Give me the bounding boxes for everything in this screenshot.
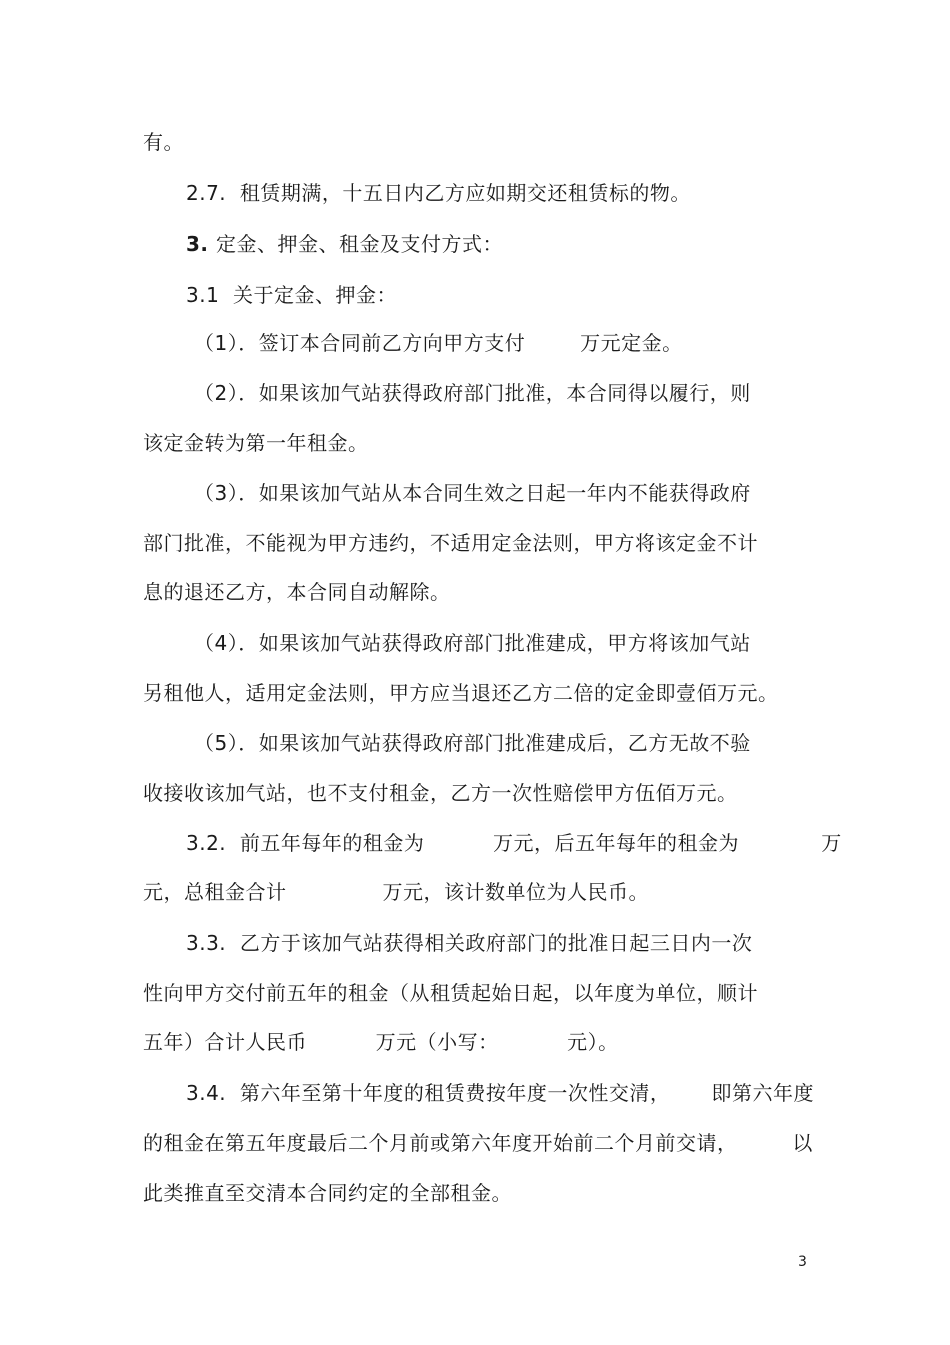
text-line: 有。	[143, 130, 184, 154]
text-line: 该定金转为第一年租金。	[143, 431, 369, 455]
text-line: 另租他人，适用定金法则，甲方应当退还乙方二倍的定金即壹佰万元。	[143, 681, 779, 705]
text-line: 3.2. 前五年每年的租金为 万元，后五年每年的租金为 万	[186, 831, 842, 855]
section-heading: 定金、押金、租金及支付方式：	[216, 232, 503, 256]
text-line: 2.7. 租赁期满，十五日内乙方应如期交还租赁标的物。	[186, 181, 691, 205]
text-line: （4）．如果该加气站获得政府部门批准建成，甲方将该加气站	[194, 631, 751, 655]
text-line: 3.4. 第六年至第十年度的租赁费按年度一次性交清， 即第六年度	[186, 1081, 815, 1105]
text-line: （3）．如果该加气站从本合同生效之日起一年内不能获得政府	[194, 481, 751, 505]
text-line: 元，总租金合计 万元，该计数单位为人民币。	[143, 880, 650, 904]
section-number: 3.	[186, 232, 209, 256]
text-line: 部门批准，不能视为甲方违约，不适用定金法则，甲方将该定金不计	[143, 531, 758, 555]
text-line: 息的退还乙方，本合同自动解除。	[143, 580, 451, 604]
text-line: 收接收该加气站，也不支付租金，乙方一次性赔偿甲方伍佰万元。	[143, 781, 738, 805]
text-line: （2）．如果该加气站获得政府部门批准，本合同得以履行，则	[194, 381, 751, 405]
text-line: 3.1 关于定金、押金：	[186, 283, 398, 307]
page-number: 3	[798, 1254, 807, 1270]
text-line: 的租金在第五年度最后二个月前或第六年度开始前二个月前交请， 以	[143, 1131, 813, 1155]
text-line: 此类推直至交清本合同约定的全部租金。	[143, 1181, 512, 1205]
text-line: 五年）合计人民币 万元（小写： 元）。	[143, 1030, 619, 1054]
text-line: （5）．如果该加气站获得政府部门批准建成后，乙方无故不验	[194, 731, 751, 755]
text-line: 性向甲方交付前五年的租金（从租赁起始日起，以年度为单位，顺计	[143, 981, 758, 1005]
text-line: （1）．签订本合同前乙方向甲方支付 万元定金。	[194, 331, 683, 355]
text-line: 3.3. 乙方于该加气站获得相关政府部门的批准日起三日内一次	[186, 931, 753, 955]
